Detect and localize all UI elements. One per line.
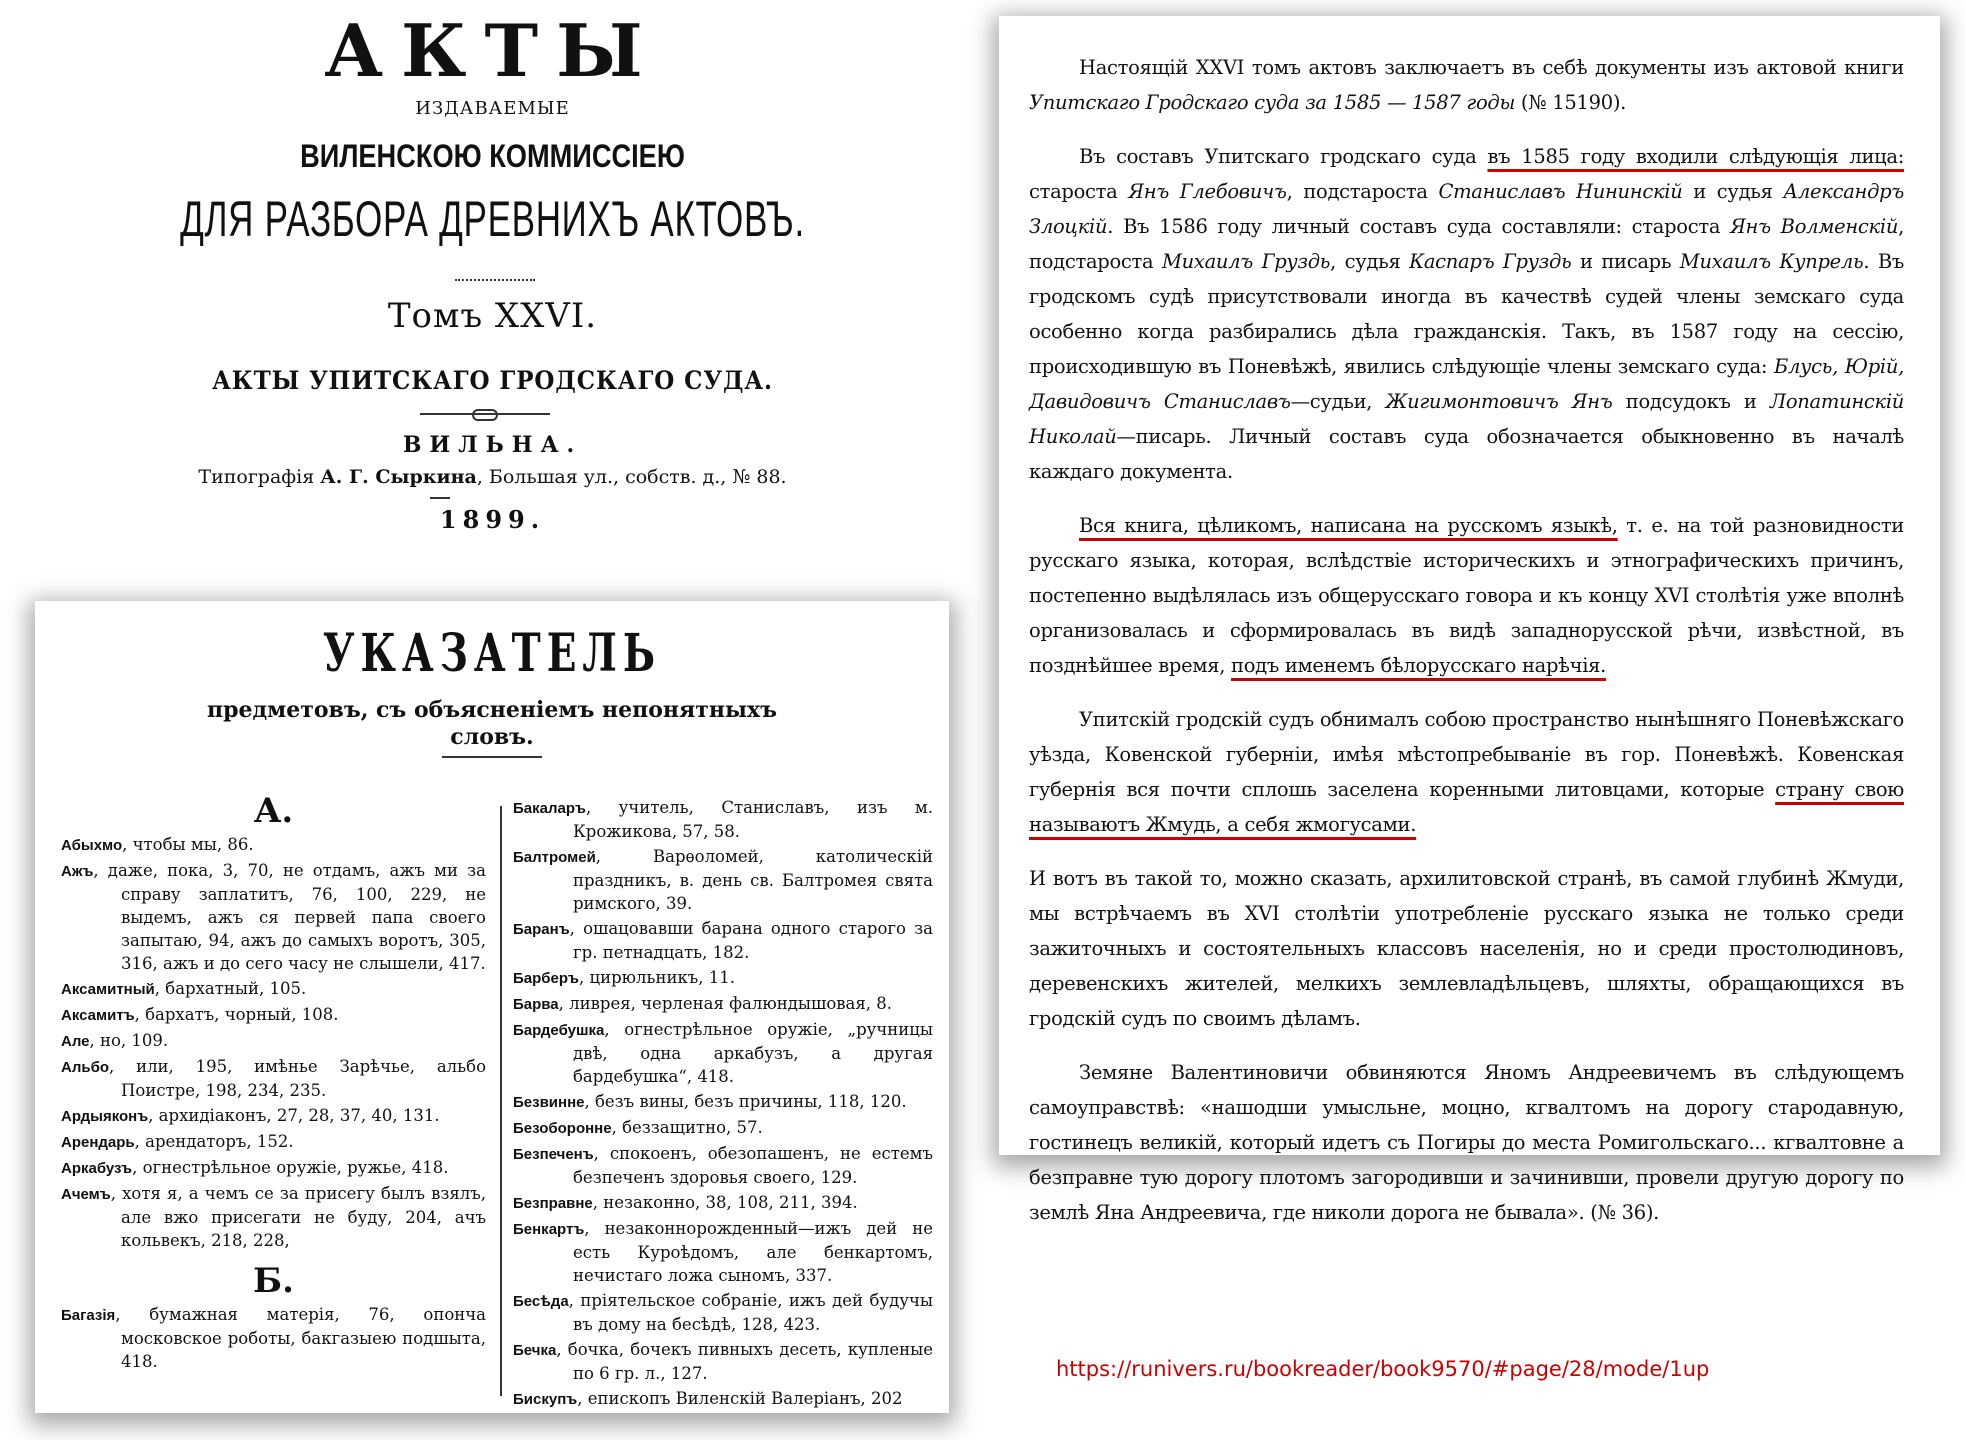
paragraph: Земяне Валентиновичи обвиняются Яномъ Андреевичемъ въ слѣдующемъ самоуправствѣ: «нашодши умысльне, моцно, кгвалтомъ на дорогу стародавную, гостинецъ великій, который идетъ съ Погиры до места Ромигольскаго... кгвалтовне а безправне тую дорогу плотомъ загородивши и зачинивши, провели другую дорогу по землѣ Яна Андреевича, где николи дорога не бывала». (№ 36). xyxy=(1029,1061,1904,1224)
ornament-divider xyxy=(420,413,550,415)
index-title: УКАЗАТЕЛЬ xyxy=(322,623,662,684)
index-entry xyxy=(513,966,933,990)
index-entry xyxy=(61,1055,486,1102)
entry-headword: Аркабузъ xyxy=(61,1160,133,1177)
index-entry xyxy=(61,859,486,975)
entry-definition: , незаконнорожденный—ижъ дей не есть Куроѣдомъ, але бенкартомъ, нечистаго ложа сыномъ, 337. xyxy=(573,1219,933,1285)
person-name: Михаилъ Купрель xyxy=(1679,250,1864,273)
highlighted-phrase: подъ именемъ бѣлорусскаго нарѣчія. xyxy=(1231,654,1607,677)
person-name: Янъ Волменскій xyxy=(1730,215,1899,238)
ornament-divider xyxy=(455,279,535,281)
index-left-column xyxy=(61,791,486,1375)
entry-headword: Балтромей xyxy=(513,849,596,866)
printer-address: , Большая ул., собств. д., № 88. xyxy=(476,466,787,488)
text-run: (№ 15190). xyxy=(1515,91,1627,114)
entry-headword: Абыхмо xyxy=(61,837,123,854)
volume-subtitle: АКТЫ УПИТСКАГО ГРОДСКАГО СУДА. xyxy=(212,366,773,395)
index-entry xyxy=(61,1182,486,1252)
index-entry xyxy=(61,1104,486,1128)
person-name: Блусь, Юрій, Давидовичъ Станиславъ xyxy=(1029,355,1904,413)
index-entry xyxy=(513,1142,933,1189)
entry-definition: , бочка, бочекъ пивныхъ десеть, купленые по 6 гр. л., 127. xyxy=(556,1340,933,1383)
title-page xyxy=(0,0,985,550)
entry-headword: Аксамитный xyxy=(61,981,155,998)
entry-definition: , бумажная матерія, 76, опонча московское роботы, бакгазыею подшыта, 418. xyxy=(115,1305,486,1371)
entry-headword: Барберъ xyxy=(513,970,579,987)
source-link[interactable]: https://runivers.ru/bookreader/book9570/#page/28/mode/1up xyxy=(1056,1357,1710,1381)
text-run: староста xyxy=(1029,180,1129,203)
index-entry xyxy=(513,1338,933,1385)
entry-definition: , бархатный, 105. xyxy=(154,979,307,998)
text-run: Настоящій XXVI томъ актовъ заключаетъ въ себѣ документы изъ актовой книги xyxy=(1079,56,1904,79)
index-entry xyxy=(513,1289,933,1336)
entry-headword: Безпеченъ xyxy=(513,1146,594,1163)
index-entry xyxy=(513,1018,933,1088)
entry-definition: , архидіаконъ, 27, 28, 37, 40, 131. xyxy=(148,1106,440,1125)
entry-headword: Баранъ xyxy=(513,921,570,938)
printer-name: А. Г. Сыркина xyxy=(320,466,477,488)
text-run: , подстароста xyxy=(1286,180,1439,203)
index-entry xyxy=(513,845,933,915)
italic-run: Упитскаго Гродскаго суда за 1585 — 1587 годы xyxy=(1029,91,1516,114)
entry-definition: , незаконно, 38, 108, 211, 394. xyxy=(592,1193,858,1212)
index-subtitle-line: предметовъ, съ объясненіемъ непонятныхъ xyxy=(206,697,778,723)
entry-headword: Арендарь xyxy=(61,1134,135,1151)
entry-definition: , бархатъ, чорный, 108. xyxy=(134,1005,339,1024)
paragraph: И вотъ въ такой то, можно сказать, архилитовской странѣ, въ самой глубинѣ Жмуди, мы встрѣчаемъ въ XVI столѣтіи употребленіе русскаго языка не только среди зажиточныхъ и состоятельныхъ классовъ населенія, но и среди простолюдиновъ, деревенскихъ жителей, мелкихъ землевладѣльцевъ, шляхты, обращающихся въ гродскій судъ по своимъ дѣламъ. xyxy=(1029,867,1904,1030)
entry-definition: , огнестрѣльное оружіе, ружье, 418. xyxy=(132,1158,449,1177)
commission-purpose: ДЛЯ РАЗБОРА ДРЕВНИХЪ АКТОВЪ. xyxy=(180,191,805,247)
index-entry xyxy=(513,1191,933,1215)
entry-definition: , чтобы мы, 86. xyxy=(122,835,254,854)
preface-text xyxy=(1029,50,1904,1249)
entry-headword: Ажъ xyxy=(61,863,94,880)
entry-headword: Альбо xyxy=(61,1059,110,1076)
entry-definition: , спокоенъ, обезопашенъ, не естемъ безпеченъ здоровья своего, 129. xyxy=(573,1144,933,1187)
printer-prefix: Типографія xyxy=(198,466,321,488)
text-run: Въ составъ Упитскаго гродскаго суда xyxy=(1079,145,1488,168)
entry-headword: Ардыяконъ xyxy=(61,1108,149,1125)
entry-definition: , арендаторъ, 152. xyxy=(134,1132,294,1151)
entry-headword: Багазія xyxy=(61,1307,116,1324)
index-entry xyxy=(61,1029,486,1053)
text-run: подсудокъ и xyxy=(1612,390,1770,413)
index-entry xyxy=(513,1116,933,1140)
section-letter: Б. xyxy=(253,1261,294,1301)
entry-definition: , хотя я, а чемъ се за присегу былъ взялъ, але вжо присегати не буду, 204, ачъ кольвекъ, 218, 228, xyxy=(110,1184,486,1250)
person-name: Михаилъ Груздь xyxy=(1161,250,1331,273)
entry-definition: , беззащитно, 57. xyxy=(611,1118,763,1137)
index-subtitle xyxy=(35,697,949,751)
highlighted-phrase: въ 1585 году входили слѣдующія лица: xyxy=(1487,145,1904,168)
entry-headword: Бесѣда xyxy=(513,1293,569,1310)
person-name: Жигимонтовичъ Янъ xyxy=(1385,390,1613,413)
person-name: Александръ Злоцкій xyxy=(1029,180,1905,238)
publication-year: 1899. xyxy=(439,505,546,534)
entry-headword: Бакаларъ xyxy=(513,800,586,817)
highlighted-phrase: Вся книга, цѣликомъ, написана на русскомъ языкѣ, xyxy=(1079,514,1618,537)
entry-headword: Бардебушка xyxy=(513,1022,605,1039)
entry-definition: , цирюльникъ, 11. xyxy=(579,968,736,987)
person-name: Станиславъ Нининскій xyxy=(1438,180,1683,203)
paragraph xyxy=(1029,139,1904,489)
text-run: т. е. на той разновидности русскаго языка, которая, вслѣдствіе историческихъ и этнографическихъ причинъ, постепенно выдѣлялась изъ общерусскаго говора и къ концу XVI столѣтія уже вполнѣ организовалась и сформировалась въ видѣ западнорусской рѣчи, извѣстной, въ позднѣйшее время, xyxy=(1029,514,1905,677)
text-run: —писарь. Личный составъ суда обозначается обыкновенно въ началѣ каждаго документа. xyxy=(1029,425,1904,483)
printer-line xyxy=(0,466,985,488)
paragraph xyxy=(1029,702,1904,842)
person-name: Лопатинскій Николай xyxy=(1029,390,1905,448)
published-by: ИЗДАВАЕМЫЕ xyxy=(415,98,570,119)
index-entry xyxy=(513,992,933,1016)
entry-definition: , но, 109. xyxy=(89,1031,169,1050)
volume-number: Томъ XXVI. xyxy=(387,296,598,336)
entry-definition: , даже, пока, 3, 70, не отдамъ, ажъ ми за справу заплатитъ, 76, 100, 229, не выдемъ, ажъ ся первей папа своего запытаю, 94, ажъ до самыхъ воротъ, 305, 316, ажъ и до сего часу не слышели, 417. xyxy=(93,861,486,973)
person-name: Янъ Глебовичъ xyxy=(1128,180,1287,203)
text-run: и судья xyxy=(1682,180,1784,203)
entry-headword: Бискупъ xyxy=(513,1391,578,1408)
entry-definition: , ливрея, черленая фалюндышовая, 8. xyxy=(558,994,893,1013)
index-entry xyxy=(513,796,933,843)
highlighted-phrase: страну свою называютъ Жмудь, а себя жмогусами. xyxy=(1029,778,1904,836)
entry-headword: Безвинне xyxy=(513,1094,585,1111)
text-run: . Въ 1586 году личный составъ суда составляли: староста xyxy=(1107,215,1731,238)
entry-definition: , огнестрѣльное оружіе, „ручницы двѣ, одна аркабузъ, а другая бардебушка“, 418. xyxy=(573,1020,933,1086)
index-entry xyxy=(513,917,933,964)
entry-headword: Ачемъ xyxy=(61,1186,111,1203)
index-entry xyxy=(61,1156,486,1180)
text-run: —судьи, xyxy=(1290,390,1386,413)
index-entry xyxy=(513,1217,933,1287)
ornament-divider xyxy=(442,756,542,758)
entry-definition: , ошацовавши барана одного старого за гр. петнадцать, 182. xyxy=(569,919,933,962)
entry-definition: , или, 195, имѣнье Зарѣчье, альбо Поистре, 198, 234, 235. xyxy=(109,1057,486,1100)
entry-headword: Аксамитъ xyxy=(61,1007,135,1024)
paragraph xyxy=(1029,50,1904,120)
text-run: , подстароста xyxy=(1029,215,1904,273)
index-entry xyxy=(61,1130,486,1154)
index-right-column xyxy=(513,796,933,1413)
entry-headword: Але xyxy=(61,1033,90,1050)
commission-name: ВИЛЕНСКОЮ КОММИССІЕЮ xyxy=(300,138,685,174)
entry-headword: Безправне xyxy=(513,1195,593,1212)
entry-definition: , безъ вины, безъ причины, 118, 120. xyxy=(584,1092,907,1111)
text-run: Упитскій гродскій судъ обнималъ собою пространство нынѣшняго Поневѣжскаго уѣзда, Ковенской губерніи, имѣя мѣстопребываніе въ гор. Поневѣжѣ. Ковенская губернія вся почти сплошь заселена коренными литовцами, которые xyxy=(1029,708,1904,801)
entry-headword: Бечка xyxy=(513,1342,557,1359)
entry-definition: , епископъ Виленскій Валеріанъ, 202 xyxy=(577,1389,903,1408)
text-run: . Въ гродскомъ судѣ присутствовали иногда въ качествѣ судей члены земскаго суда особенно когда разбирались дѣла гражданскія. Такъ, въ 1587 году на сессію, происходившую въ Поневѣжѣ, явились слѣдующіе члены земскаго суда: xyxy=(1029,250,1905,378)
entry-headword: Барва xyxy=(513,996,559,1013)
paragraph xyxy=(1029,508,1904,683)
index-entry xyxy=(61,977,486,1001)
entry-definition: , учитель, Станиславъ, изъ м. Крожикова, 57, 58. xyxy=(573,798,933,841)
text-run: , судья xyxy=(1330,250,1410,273)
index-entry xyxy=(513,1387,933,1411)
index-entry xyxy=(513,1090,933,1114)
column-divider xyxy=(500,806,502,1396)
index-entry xyxy=(61,833,486,857)
short-rule xyxy=(430,497,450,499)
index-entry xyxy=(61,1303,486,1373)
publication-city: ВИЛЬНА. xyxy=(402,432,583,458)
index-entry xyxy=(61,1003,486,1027)
person-name: Каспаръ Груздь xyxy=(1409,250,1572,273)
index-page-scan xyxy=(35,601,949,1413)
entry-headword: Бенкартъ xyxy=(513,1221,585,1238)
entry-headword: Безоборонне xyxy=(513,1120,612,1137)
entry-definition: , Варѳоломей, католическій праздникъ, в. день св. Балтромея свята римского, 39. xyxy=(573,847,933,913)
text-run: и писарь xyxy=(1571,250,1680,273)
index-subtitle-line: словъ. xyxy=(450,724,534,750)
entry-definition: , пріятельское собраніе, ижъ дей будучы въ дому на бесѣдѣ, 128, 423. xyxy=(568,1291,933,1334)
section-letter: А. xyxy=(253,791,294,831)
preface-page-scan xyxy=(999,16,1940,1224)
book-title: АКТЫ xyxy=(324,8,661,93)
